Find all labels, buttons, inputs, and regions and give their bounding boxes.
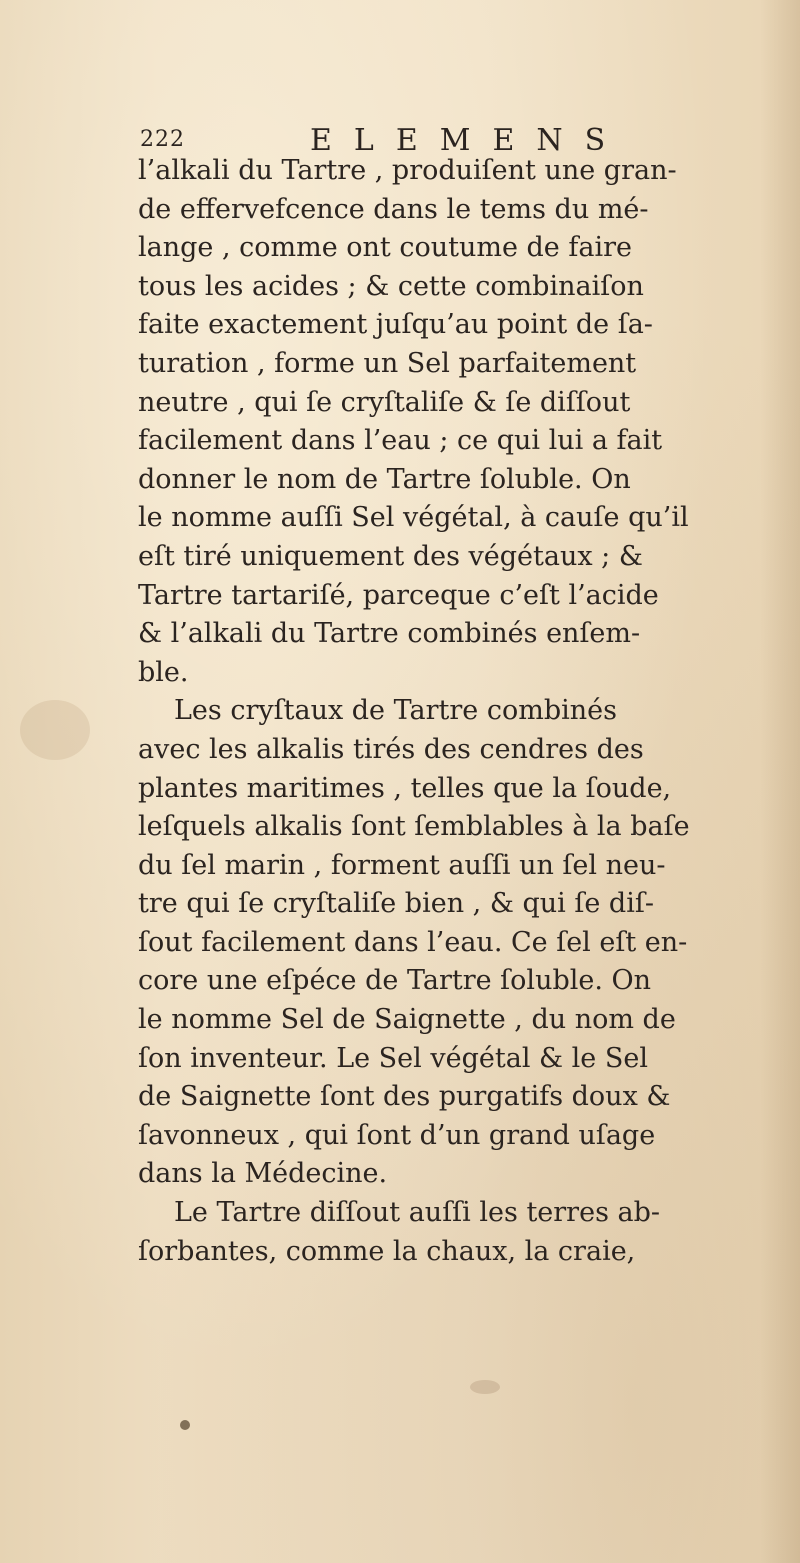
text-line: ſout facilement dans l’eau. Ce ſel eſt en- (138, 926, 688, 958)
paper-stain (180, 1420, 190, 1430)
text-line: faite exactement juſqu’au point de ſa- (138, 309, 653, 341)
text-line: ble. (138, 656, 189, 688)
text-line: & l’alkali du Tartre combinés enſem- (138, 618, 641, 650)
text-line: le nomme Sel de Saignette , du nom de (138, 1004, 676, 1036)
text-line: donner le nom de Tartre ſoluble. On (138, 463, 631, 495)
text-line: l’alkali du Tartre , produiſent une gran- (138, 155, 677, 186)
text-line: eſt tiré uniquement des végétaux ; & (138, 540, 643, 572)
text-line: dans la Médecine. (138, 1158, 388, 1190)
paragraph-start-line: Le Tartre diſſout auſſi les terres ab- (174, 1197, 661, 1229)
text-line: du ſel marin , forment auſſi un ſel neu- (138, 849, 666, 881)
text-line: ſorbantes, comme la chaux, la craie, (138, 1235, 636, 1267)
text-line: lange , comme ont coutume de faire (138, 232, 632, 264)
paper-stain (470, 1380, 500, 1394)
text-line: facilement dans l’eau ; ce qui lui a fait (138, 425, 663, 457)
text-line: tous les acides ; & cette combinaiſon (138, 270, 644, 302)
running-title: ELEMENS (310, 123, 628, 158)
text-line: neutre , qui ſe cryſtaliſe & ſe diſſout (138, 386, 631, 418)
body-text (138, 152, 778, 1271)
text-line: de effervefcence dans le tems du mé- (138, 193, 649, 225)
text-line: le nomme auſſi Sel végétal, à cauſe qu’il (138, 502, 689, 534)
paragraph-start-line: Les cryſtaux de Tartre combinés (174, 695, 617, 727)
text-line: de Saignette ſont des purgatifs doux & (138, 1081, 671, 1113)
text-line: turation , forme un Sel parfaitement (138, 347, 637, 379)
text-line: tre qui ſe cryſtaliſe bien , & qui ſe diſ- (138, 888, 654, 920)
text-line: leſquels alkalis ſont ſemblables à la baſe (138, 811, 690, 843)
text-line: ſavonneux , qui ſont d’un grand uſage (138, 1119, 656, 1151)
paper-stain (20, 700, 90, 760)
text-line: ſon inventeur. Le Sel végétal & le Sel (138, 1042, 648, 1074)
text-line: core une eſpéce de Tartre ſoluble. On (138, 965, 652, 997)
page-number: 222 (140, 127, 185, 152)
text-line: Tartre tartariſé, parceque c’eſt l’acide (138, 579, 659, 611)
text-line: plantes maritimes , telles que la ſoude, (138, 772, 672, 804)
text-line: avec les alkalis tirés des cendres des (138, 733, 644, 765)
